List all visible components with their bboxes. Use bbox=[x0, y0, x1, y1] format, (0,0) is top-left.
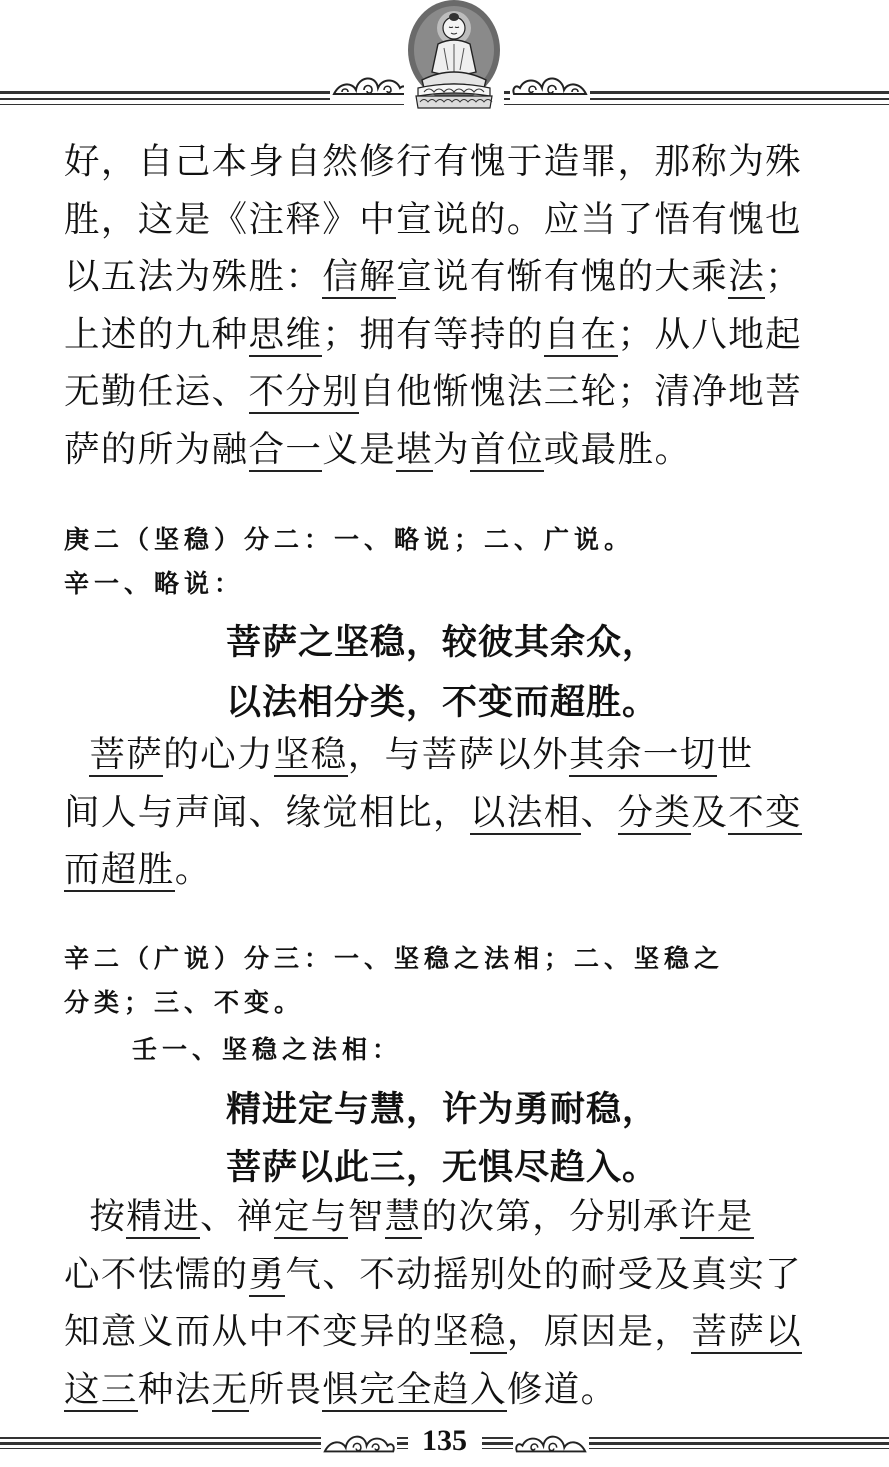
text-line bbox=[64, 306, 854, 364]
underlined-phrase: 以法相 bbox=[469, 791, 581, 833]
text-run: 胜，这是《注释》中宣说的。应当了悟有愧也 bbox=[64, 198, 803, 240]
text-line bbox=[64, 248, 854, 306]
text-run: 萨的所为融 bbox=[64, 428, 249, 470]
text-run: 无勤任运、 bbox=[64, 371, 249, 413]
text-run: 。 bbox=[174, 849, 212, 891]
underlined-phrase: 坚稳 bbox=[273, 734, 348, 775]
section-heading-xin2-cont: 分类；三、不变。 bbox=[64, 988, 305, 1017]
verse-line-4: 菩萨以此三，无惧尽趋入。 bbox=[226, 1148, 659, 1188]
text-run: 按 bbox=[64, 1196, 127, 1237]
cloud-left-icon bbox=[330, 62, 410, 102]
text-line bbox=[64, 1361, 854, 1419]
text-run: 气、不动摇别处的耐受及真实了 bbox=[285, 1253, 803, 1295]
text-run: ，原因是， bbox=[506, 1311, 692, 1353]
underlined-phrase: 分类 bbox=[617, 791, 692, 833]
text-run: ；从八地起 bbox=[617, 313, 803, 355]
text-run: ；拥有等持的 bbox=[322, 313, 544, 355]
text-run: 好，自己本身自然修行有愧于造罪，那称为殊 bbox=[64, 141, 803, 182]
text-run: 以五法为殊胜： bbox=[64, 256, 323, 298]
text-line bbox=[64, 784, 854, 842]
text-run: 宣说有惭有愧的大乘 bbox=[396, 256, 729, 298]
underlined-phrase: 不变 bbox=[728, 791, 803, 833]
text-run: 知意义而从中不变异的坚 bbox=[64, 1311, 470, 1353]
text-run: 世 bbox=[716, 734, 754, 775]
section-heading-ren1: 壬一、坚稳之法相： bbox=[132, 1035, 403, 1064]
verse-line-3: 精进定与慧，许为勇耐稳， bbox=[226, 1090, 659, 1130]
underlined-phrase: 不分别 bbox=[248, 371, 360, 413]
cloud-right-icon bbox=[510, 62, 590, 102]
underlined-phrase: 堪 bbox=[396, 428, 434, 470]
text-line bbox=[64, 1246, 854, 1304]
text-run: 间人与声闻、缘觉相比， bbox=[64, 791, 470, 833]
text-line bbox=[64, 1188, 854, 1246]
section-heading-xin1: 辛一、略说： bbox=[64, 569, 245, 598]
underlined-phrase: 思维 bbox=[248, 313, 323, 355]
text-line bbox=[64, 133, 854, 191]
text-run: 义是 bbox=[322, 428, 397, 470]
underlined-phrase: 许是 bbox=[679, 1196, 754, 1237]
text-run: ； bbox=[765, 256, 803, 298]
paragraph-3 bbox=[64, 1188, 854, 1418]
text-run: 及 bbox=[691, 791, 729, 833]
underlined-phrase: 稳 bbox=[469, 1311, 507, 1353]
verse-line-2: 以法相分类，不变而超胜。 bbox=[226, 683, 659, 723]
page-number: 135 bbox=[422, 1424, 467, 1457]
section-heading-xin2: 辛二（广说）分三：一、坚稳之法相；二、坚稳之 bbox=[64, 944, 725, 973]
text-run: 智 bbox=[347, 1196, 385, 1237]
section-heading-geng2: 庚二（坚稳）分二：一、略说；二、广说。 bbox=[64, 525, 635, 554]
text-run: 为 bbox=[433, 428, 470, 470]
text-line bbox=[64, 841, 854, 899]
underlined-phrase: 无 bbox=[211, 1368, 249, 1410]
seated-buddha-icon bbox=[404, 0, 504, 112]
text-run: 、 bbox=[580, 791, 618, 833]
underlined-phrase: 合一 bbox=[248, 428, 323, 470]
underlined-phrase: 这三 bbox=[64, 1368, 138, 1410]
paragraph-1 bbox=[64, 133, 854, 479]
underlined-phrase: 菩萨 bbox=[89, 734, 164, 775]
page-header bbox=[0, 0, 889, 115]
text-run: 的次第，分别承 bbox=[421, 1196, 680, 1237]
text-line bbox=[64, 363, 854, 421]
underlined-phrase: 自在 bbox=[543, 313, 618, 355]
verse-line-1: 菩萨之坚稳，较彼其余众， bbox=[226, 623, 659, 663]
underlined-phrase: 法 bbox=[728, 256, 766, 298]
text-run: 或最胜。 bbox=[543, 428, 692, 470]
text-line bbox=[64, 726, 854, 784]
paragraph-2 bbox=[64, 726, 854, 899]
text-run: 所畏 bbox=[248, 1368, 323, 1410]
text-run bbox=[64, 734, 89, 775]
underlined-phrase: 其余一切 bbox=[569, 734, 717, 775]
text-line bbox=[64, 1303, 854, 1361]
text-run: 的心力 bbox=[163, 734, 274, 775]
text-run: 种法 bbox=[137, 1368, 212, 1410]
text-run: ，与菩萨以外 bbox=[347, 734, 570, 775]
text-run: 心不怯懦的 bbox=[64, 1253, 249, 1295]
underlined-phrase: 信解 bbox=[322, 256, 397, 298]
underlined-phrase: 定与 bbox=[273, 1196, 348, 1237]
underlined-phrase: 勇 bbox=[248, 1253, 286, 1295]
text-line bbox=[64, 421, 854, 479]
text-run: 修道。 bbox=[506, 1368, 618, 1410]
text-run: 上述的九种 bbox=[64, 313, 249, 355]
underlined-phrase: 精进 bbox=[126, 1196, 201, 1237]
underlined-phrase: 菩萨以 bbox=[691, 1311, 803, 1353]
underlined-phrase: 而超胜 bbox=[64, 849, 175, 891]
underlined-phrase: 惧完全趋入 bbox=[322, 1368, 507, 1410]
text-run: 自他惭愧法三轮；清净地菩 bbox=[359, 371, 803, 413]
underlined-phrase: 首位 bbox=[469, 428, 544, 470]
text-line bbox=[64, 191, 854, 249]
text-run: 、禅 bbox=[200, 1196, 274, 1237]
underlined-phrase: 慧 bbox=[384, 1196, 422, 1237]
